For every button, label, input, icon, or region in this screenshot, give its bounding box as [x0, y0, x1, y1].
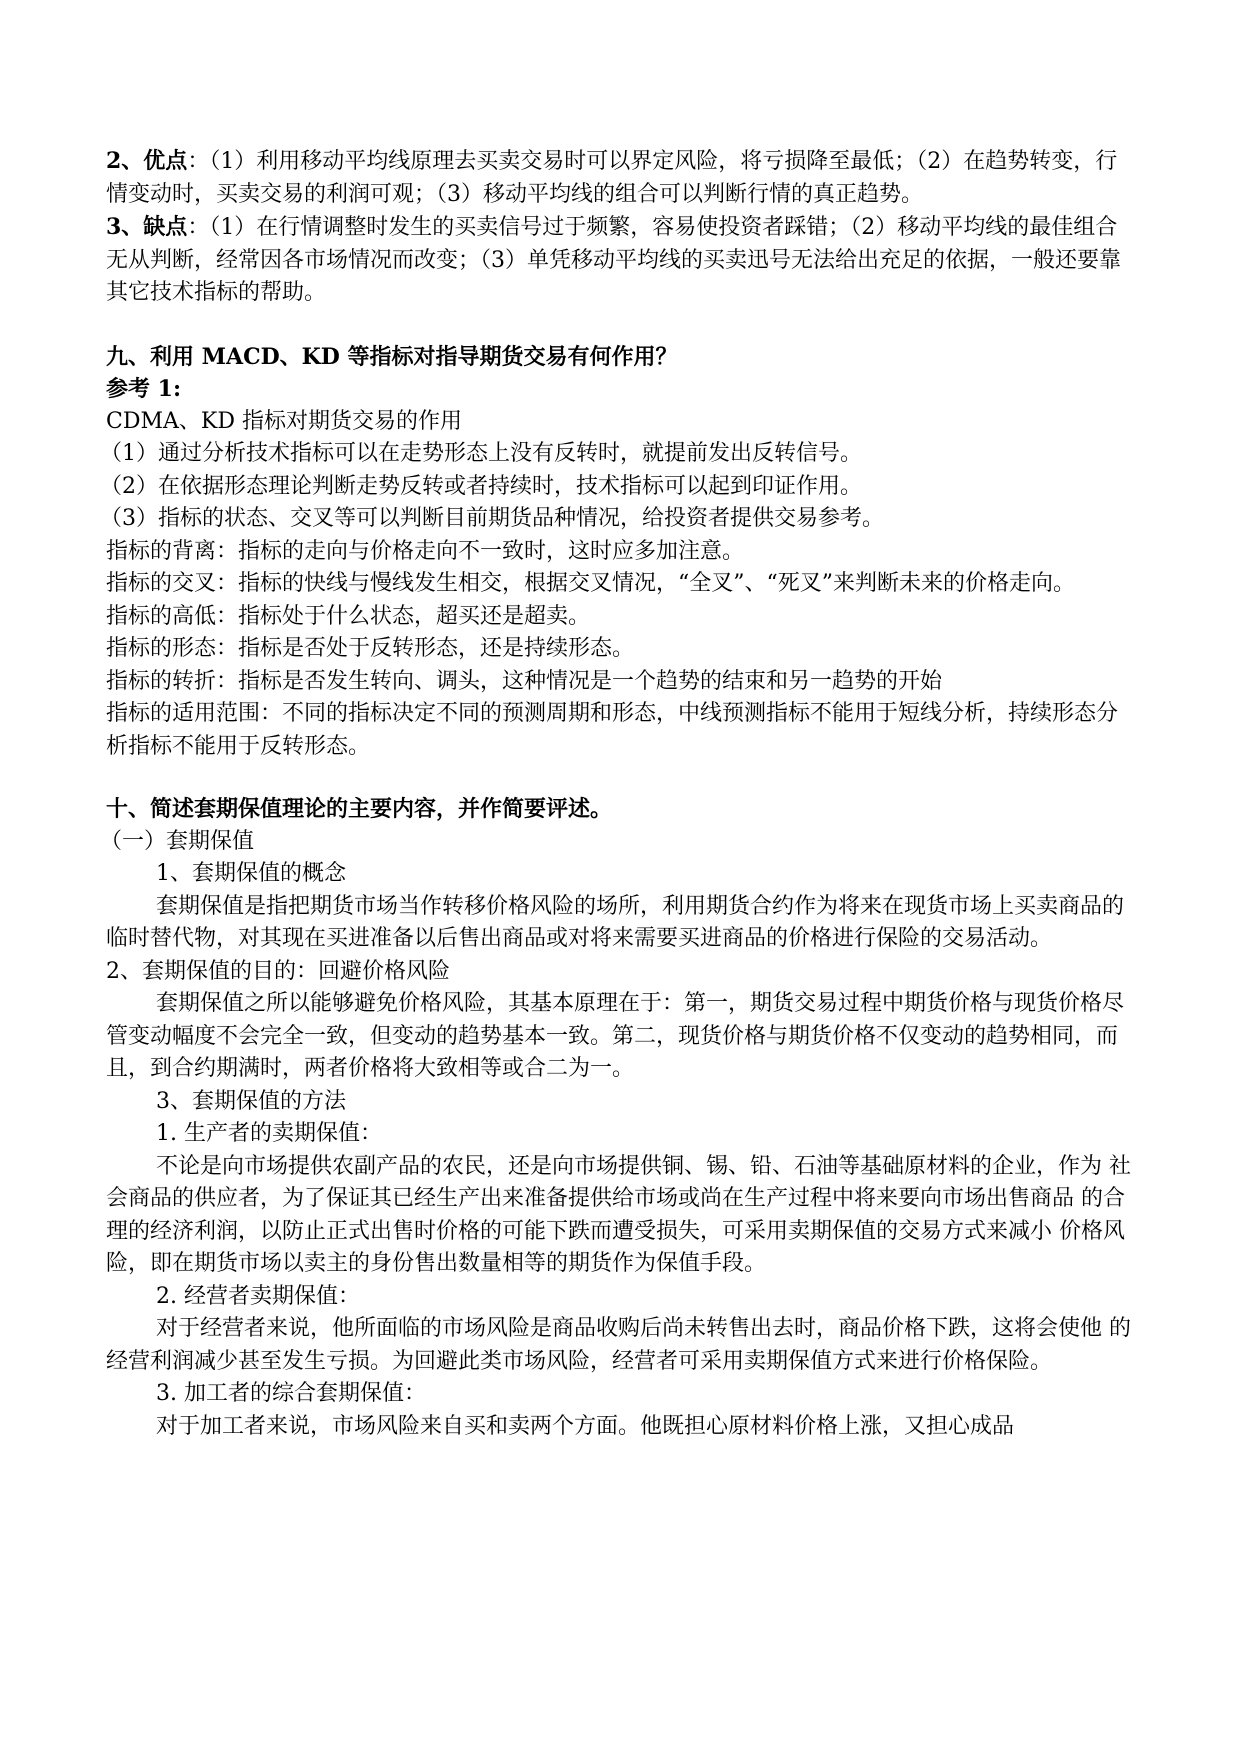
method-3-body: 对于加工者来说，市场风险来自买和卖两个方面。他既担心原材料价格上涨，又担心成品: [156, 1413, 1015, 1439]
method-2-body: 对于经营者来说，他所面临的市场风险是商品收购后尚未转售出去时，商品价格下跌，这将会使他 的经营利润减少甚至发生亏损。为回避此类市场风险，经营者可采用卖期保值方式来进行价格保险。: [106, 1316, 1131, 1374]
subsection-2-body: 套期保值之所以能够避免价格风险，其基本原理在于：第一，期货交易过程中期货价格与现货价格尽管变动幅度不会完全一致，但变动的趋势基本一致。第二，现货价格与期货价格不仅变动的趋势相同，而且，到合约期满时，两者价格将大致相等或合二为一。: [106, 991, 1125, 1081]
disadvantages-text: ：（1）在行情调整时发生的买卖信号过于频繁，容易使投资者踩错；（2）移动平均线的最佳组合无从判断，经常因各市场情况而改变；（3）单凭移动平均线的买卖迅号无法给出充足的依据，一般还要靠其它技术指标的帮助。: [106, 215, 1122, 305]
advantages-heading: 2、优点: [106, 148, 188, 174]
question-10-title: 十、简述套期保值理论的主要内容，并作简要评述。: [106, 796, 613, 822]
q9-line-7: 指标的高低：指标处于什么状态，超买还是超卖。: [106, 603, 591, 629]
subsection-3-heading: 3、套期保值的方法: [156, 1088, 346, 1114]
q9-line-5: 指标的背离：指标的走向与价格走向不一致时，这时应多加注意。: [106, 538, 745, 564]
q9-line-10: 指标的适用范围：不同的指标决定不同的预测周期和形态，中线预测指标不能用于短线分析，持续形态分析指标不能用于反转形态。: [106, 701, 1119, 759]
disadvantages-heading: 3、缺点: [106, 214, 188, 240]
subsection-2-heading: 2、套期保值的目的：回避价格风险: [106, 958, 450, 984]
q9-line-1: CDMA、KD 指标对期货交易的作用: [106, 408, 462, 434]
method-2-heading: 2. 经营者卖期保值：: [156, 1283, 360, 1309]
q9-line-9: 指标的转折：指标是否发生转向、调头，这种情况是一个趋势的结束和另一趋势的开始: [106, 668, 943, 694]
q9-line-2: （1）通过分析技术指标可以在走势形态上没有反转时，就提前发出反转信号。: [100, 441, 862, 466]
disadvantages-paragraph: [106, 211, 1136, 310]
subsection-1-heading: 1、套期保值的概念: [156, 861, 346, 886]
subsection-1-body: 套期保值是指把期货市场当作转移价格风险的场所，利用期货合约作为将来在现货市场上买卖商品的临时替代物，对其现在买进准备以后售出商品或对将来需要买进商品的价格进行保险的交易活动。: [106, 893, 1125, 951]
q9-line-8: 指标的形态：指标是否处于反转形态，还是持续形态。: [106, 636, 635, 661]
document-page: [100, 145, 1136, 1443]
q9-line-6: 指标的交叉：指标的快线与慢线发生相交，根据交叉情况，“全叉”、“死叉”来判断未来的价格走向。: [106, 571, 1075, 596]
q9-line-3: （2）在依据形态理论判断走势反转或者持续时，技术指标可以起到印证作用。: [100, 473, 862, 499]
advantages-paragraph: [106, 145, 1136, 211]
method-1-body: 不论是向市场提供农副产品的农民，还是向市场提供铜、锡、铅、石油等基础原材料的企业，作为 社会商品的供应者，为了保证其已经生产出来准备提供给市场或尚在生产过程中将来要向市场出售商品 的合理的经济利润，以防止正式出售时价格的可能下跌而遭受损失，可采用卖期保值的交易方式来减小 价格风险，即在期货市场以卖主的身份售出数量相等的期货作为保值手段。: [106, 1153, 1131, 1276]
method-1-heading: 1. 生产者的卖期保值：: [156, 1121, 382, 1146]
q9-line-4: （3）指标的状态、交叉等可以判断目前期货品种情况，给投资者提供交易参考。: [100, 506, 884, 531]
method-3-heading: 3. 加工者的综合套期保值：: [156, 1381, 426, 1406]
question-9-title: 九、利用 MACD、KD 等指标对指导期货交易有何作用？: [106, 343, 678, 370]
reference-1-label: 参考 1:: [106, 376, 182, 402]
advantages-text: ：（1）利用移动平均线原理去买卖交易时可以界定风险，将亏损降至最低；（2）在趋势转变，行情变动时，买卖交易的利润可观；（3）移动平均线的组合可以判断行情的真正趋势。: [106, 149, 1118, 207]
section-1-heading: （一）套期保值: [100, 828, 255, 854]
